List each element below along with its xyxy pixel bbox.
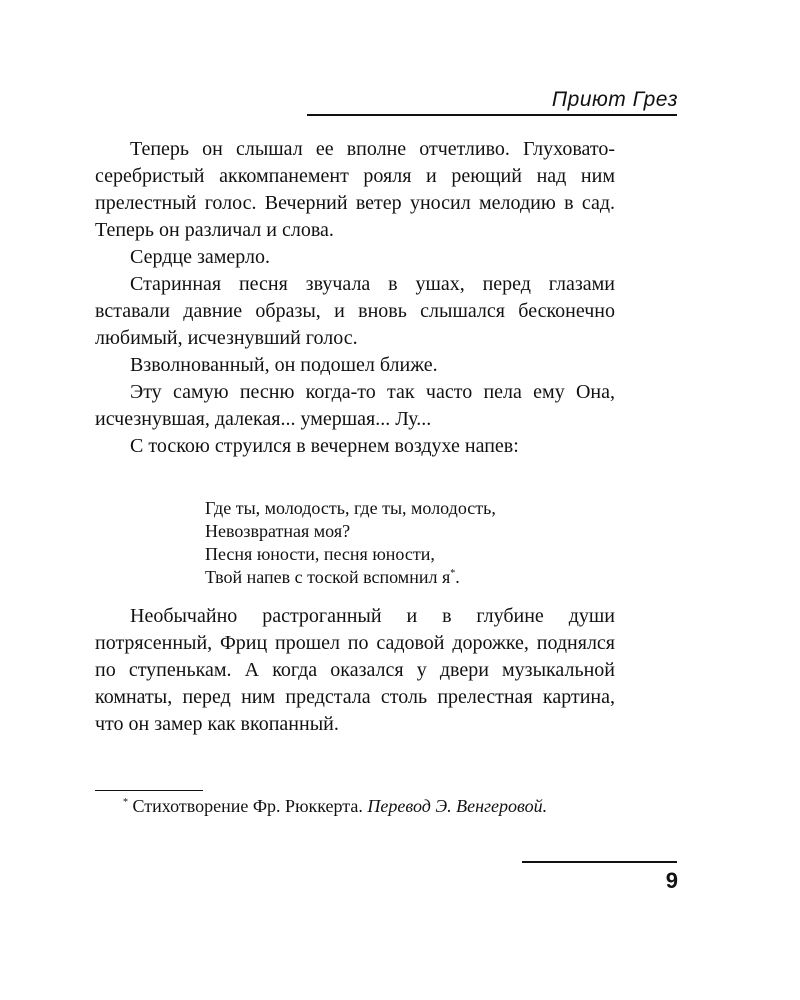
- poem-line-last: [205, 566, 496, 589]
- poem-line-end: .: [455, 567, 460, 587]
- paragraph: Старинная песня звучала в ушах, перед глазами вставали давние образы, и вновь слышался бесконечно любимый, исчезнувший голос.: [95, 273, 615, 349]
- footer-rule: [522, 861, 677, 863]
- footnote-translator: Перевод Э. Венгеровой.: [367, 796, 548, 816]
- poem-line-text: Твой напев с тоской вспомнил я: [205, 567, 451, 587]
- paragraph: Взволнованный, он подошел ближе.: [130, 354, 438, 376]
- poem-line: Где ты, молодость, где ты, молодость,: [205, 498, 496, 518]
- paragraph: Сердце замерло.: [130, 246, 270, 268]
- paragraph: Эту самую песню когда-то так часто пела ему Она, исчезнувшая, далекая... умершая... Лу...: [95, 381, 615, 430]
- footnote-marker: *: [123, 797, 128, 808]
- text-block-after-poem: [95, 603, 615, 738]
- footnote-rule: [95, 790, 203, 791]
- running-title: Приют Грез: [551, 88, 678, 111]
- page-number: 9: [665, 868, 678, 893]
- poem-line: Невозвратная моя?: [205, 521, 351, 541]
- text-block-before-poem: [95, 136, 615, 460]
- paragraph: Теперь он слышал ее вполне отчетливо. Глуховато-серебристый аккомпанемент рояля и реющий над ним прелестный голос. Вечерний ветер уносил мелодию в сад. Теперь он различал и слова.: [95, 138, 615, 241]
- footnote-text: Стихотворение Фр. Рюккерта.: [132, 796, 363, 816]
- poem-line: Песня юности, песня юности,: [205, 544, 435, 564]
- poem: [205, 497, 496, 589]
- footnote-marker: *: [450, 568, 456, 579]
- paragraph: Необычайно растроганный и в глубине души потрясенный, Фриц прошел по садовой дорожке, поднялся по ступенькам. А когда оказался у двери музыкальной комнаты, перед ним предстала столь прелестная картина, что он замер как вкопанный.: [95, 605, 615, 735]
- paragraph: С тоскою струился в вечернем воздухе напев:: [130, 435, 519, 457]
- header-rule: [307, 114, 677, 116]
- footnote: [95, 794, 615, 819]
